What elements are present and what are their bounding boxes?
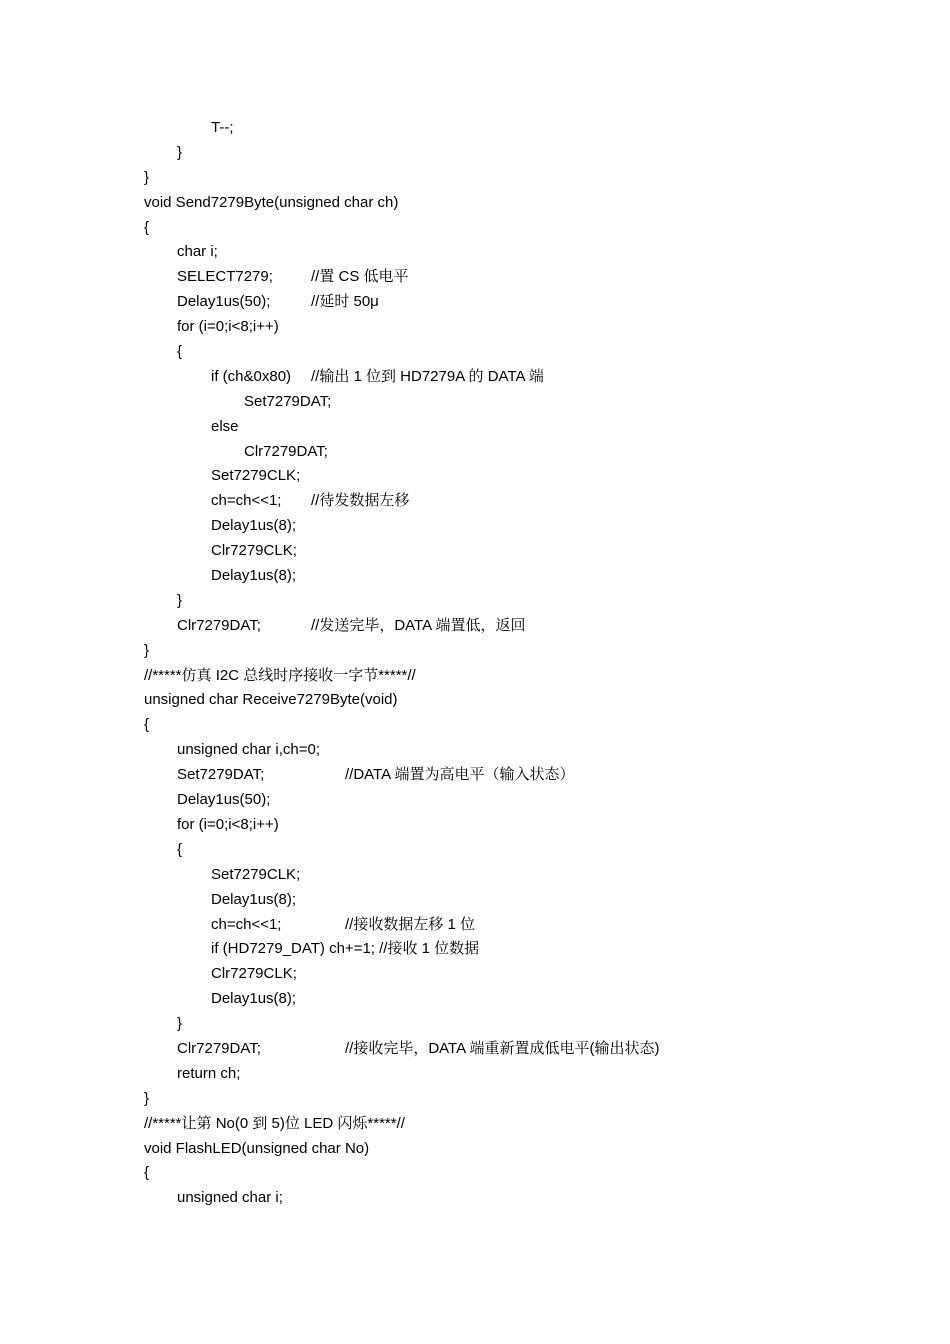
code-comment: //输出 1 位到 HD7279A 的 DATA 端 <box>311 367 544 385</box>
code-line <box>144 1112 864 1137</box>
code-text: Delay1us(50); <box>177 791 271 809</box>
code-line <box>144 639 864 664</box>
code-text: Delay1us(8); <box>211 567 297 585</box>
code-text: } <box>144 641 150 659</box>
code-text: } <box>177 143 183 161</box>
code-text: char i; <box>177 243 218 261</box>
code-line <box>144 664 864 689</box>
code-line <box>144 290 864 315</box>
code-text: //*****仿真 I2C 总线时序接收一字节*****// <box>144 666 416 684</box>
code-comment: //待发数据左移 <box>311 492 410 510</box>
code-comment: //发送完毕，DATA 端置低，返回 <box>311 616 526 634</box>
code-line <box>144 788 864 813</box>
code-line <box>144 688 864 713</box>
code-text: if (HD7279_DAT) ch+=1; //接收 1 位数据 <box>211 940 480 958</box>
code-line <box>144 191 864 216</box>
code-text: Delay1us(8); <box>211 990 297 1008</box>
code-text: { <box>144 716 150 734</box>
code-line <box>144 365 864 390</box>
code-text: Delay1us(8); <box>211 517 297 535</box>
code-line <box>144 340 864 365</box>
code-text: } <box>177 591 183 609</box>
code-text: unsigned char Receive7279Byte(void) <box>144 691 398 709</box>
code-line <box>144 315 864 340</box>
code-text: Clr7279DAT; <box>244 442 328 460</box>
code-line <box>144 240 864 265</box>
code-line <box>144 713 864 738</box>
code-text: void FlashLED(unsigned char No) <box>144 1139 370 1157</box>
code-line <box>144 166 864 191</box>
code-text: } <box>144 1089 150 1107</box>
code-text: { <box>144 1164 150 1182</box>
code-line <box>144 1037 864 1062</box>
code-comment: //置 CS 低电平 <box>311 268 409 286</box>
code-text: T--; <box>211 119 234 136</box>
code-text: { <box>177 343 183 361</box>
code-text: //*****让第 No(0 到 5)位 LED 闪烁*****// <box>144 1114 405 1132</box>
code-line <box>144 1186 864 1211</box>
code-text: ch=ch<<1; <box>211 492 282 510</box>
code-line <box>144 838 864 863</box>
code-text: return ch; <box>177 1064 241 1082</box>
code-line <box>144 216 864 241</box>
code-comment: //延时 50μ <box>311 293 379 311</box>
code-line <box>144 1137 864 1162</box>
code-text: Clr7279DAT; <box>177 616 261 634</box>
code-line <box>144 863 864 888</box>
code-text: { <box>177 840 183 858</box>
code-text: Set7279CLK; <box>211 467 301 485</box>
code-line <box>144 763 864 788</box>
code-line <box>144 390 864 415</box>
code-line <box>144 539 864 564</box>
code-text: unsigned char i,ch=0; <box>177 741 321 759</box>
code-text: Set7279CLK; <box>211 865 301 883</box>
code-line <box>144 813 864 838</box>
code-text: for (i=0;i<8;i++) <box>177 318 279 336</box>
code-line <box>144 415 864 440</box>
code-text: unsigned char i; <box>177 1189 283 1207</box>
code-text: if (ch&0x80) <box>211 367 292 385</box>
code-line <box>144 265 864 290</box>
code-line <box>144 489 864 514</box>
code-text: Delay1us(50); <box>177 293 271 311</box>
code-line <box>144 440 864 465</box>
code-line <box>144 614 864 639</box>
code-text: { <box>144 218 150 236</box>
code-comment: //接收完毕，DATA 端重新置成低电平(输出状态) <box>345 1039 660 1057</box>
code-line <box>144 464 864 489</box>
code-line <box>144 116 864 141</box>
code-text: Clr7279DAT; <box>177 1039 261 1057</box>
code-listing <box>144 116 864 1211</box>
code-line <box>144 987 864 1012</box>
code-text: void Send7279Byte(unsigned char ch) <box>144 193 399 211</box>
code-comment: //接收数据左移 1 位 <box>345 915 476 933</box>
code-line <box>144 1161 864 1186</box>
code-text: else <box>211 417 239 435</box>
code-text: Delay1us(8); <box>211 890 297 908</box>
code-line <box>144 1012 864 1037</box>
code-line <box>144 141 864 166</box>
code-text: SELECT7279; <box>177 268 273 286</box>
code-line <box>144 1062 864 1087</box>
code-line <box>144 888 864 913</box>
code-line <box>144 962 864 987</box>
code-line <box>144 1087 864 1112</box>
code-line <box>144 913 864 938</box>
code-text: Clr7279CLK; <box>211 965 297 983</box>
code-text: } <box>144 168 150 186</box>
code-line <box>144 564 864 589</box>
code-line <box>144 937 864 962</box>
code-text: ch=ch<<1; <box>211 915 282 933</box>
code-line <box>144 514 864 539</box>
code-comment: //DATA 端置为高电平（输入状态） <box>345 766 575 784</box>
code-text: Set7279DAT; <box>177 766 265 784</box>
code-text: Clr7279CLK; <box>211 542 297 560</box>
code-text: for (i=0;i<8;i++) <box>177 815 279 833</box>
code-text: } <box>177 1015 183 1033</box>
code-line <box>144 589 864 614</box>
code-line <box>144 738 864 763</box>
code-text: Set7279DAT; <box>244 392 332 410</box>
